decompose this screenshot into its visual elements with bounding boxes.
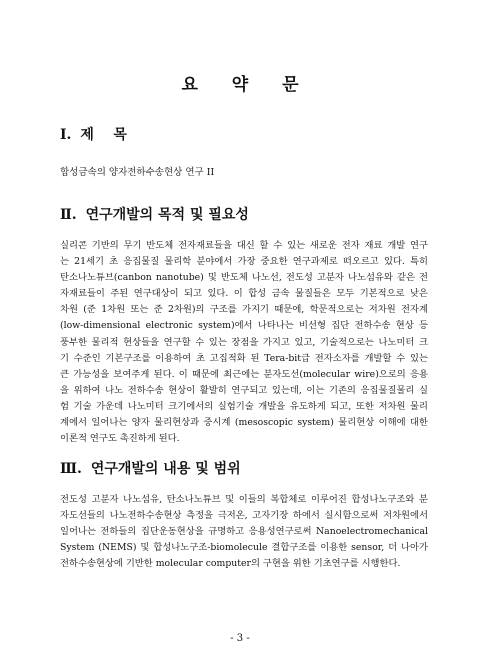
paragraph-line: 기 수준인 기본구조를 이용하여 초 고집적화 된 Tera-bit급 전자소자를 개발할 수 있는	[60, 352, 428, 364]
paragraph-line: 실리콘 기반의 무기 반도체 전자재료들을 대신 할 수 있는 새로운 전자 재료 개발 연구	[60, 240, 428, 251]
paragraph-line: 전하수송현상에 기반한 molecular computer의 구현을 위한 기초연구를 시행한다.	[60, 558, 401, 570]
paragraph-line: 계에서 일어나는 양자 물리현상과 중시계 (mesoscopic system) 물리현상 이해에 대한	[60, 417, 428, 429]
paragraph-line: 차원 (준 1차원 또는 준 2차원)의 구조를 가지기 때문에, 학문적으로는 저차원 전자계	[60, 304, 428, 316]
paragraph-line: 큰 가능성을 보여주게 된다. 이 때문에 최근에는 분자도선(molecular wire)으로의 응용	[60, 368, 428, 380]
section-2-heading	[60, 204, 249, 224]
paragraph-line: 이론적 연구도 촉진하게 된다.	[60, 433, 180, 445]
section-2-number: Ⅱ.	[60, 207, 77, 223]
section-1-heading	[60, 124, 127, 144]
page-title: 요 약 문	[181, 75, 313, 95]
page-number: - 3 -	[230, 633, 250, 644]
section-2-paragraph	[60, 238, 428, 447]
paragraph-line: 자도선들의 나노전하수송현상 측정을 극저온, 고자기장 하에서 실시함으로써 저차원에서	[60, 510, 428, 522]
section-2-title: 연구개발의 목적 및 필요성	[85, 207, 249, 223]
section-3-number: Ⅲ.	[60, 461, 82, 477]
section-3-heading	[60, 458, 241, 478]
paragraph-line: 일어나는 전하들의 집단운동현상을 규명하고 응용성연구로써 Nanoelectromechanical	[60, 526, 428, 538]
paragraph-line: System (NEMS) 및 합성나노구조-biomolecule 결합구조를 이용한 sensor, 더 나아가	[60, 542, 428, 554]
section-3-paragraph	[60, 492, 428, 572]
paragraph-line: 전도성 고분자 나노섬유, 탄소나노튜브 및 이들의 복합체로 이루어진 합성나노구조와 분	[60, 494, 428, 505]
paragraph-line: 험 기술 가운데 나노미터 크기에서의 실험기술 개발을 유도하게 되고, 또한 저차원 물리	[60, 400, 428, 412]
section-1-title: 제 목	[80, 127, 127, 143]
paragraph-line: (low-dimensional electronic system)에서 나타나는 비선형 집단 전하수송 현상 등	[60, 320, 428, 332]
section-1-number: Ⅰ.	[60, 127, 72, 143]
paragraph-line: 탄소나노튜브(canbon nanotube) 및 반도체 나노선, 전도성 고분자 나노섬유와 같은 전	[60, 272, 428, 284]
project-title: 합성금속의 양자전하수송현상 연구 II	[60, 167, 215, 178]
section-3-title: 연구개발의 내용 및 범위	[90, 461, 241, 477]
paragraph-line: 을 위하여 나노 전하수송 현상이 활발히 연구되고 있는데, 이는 기존의 응집물질물리 실	[60, 384, 428, 396]
paragraph-line: 풍부한 물리적 현상들을 연구할 수 있는 장점을 가지고 있고, 기술적으로는 나노미터 크	[60, 336, 428, 348]
paragraph-line: 자재료들이 주된 연구대상이 되고 있다. 이 합성 금속 물질들은 모두 기본적으로 낮은	[60, 288, 428, 300]
paragraph-line: 는 21세기 초 응집물질 물리학 분야에서 가장 중요한 연구과제로 떠오르고 있다. 특히	[60, 256, 428, 268]
